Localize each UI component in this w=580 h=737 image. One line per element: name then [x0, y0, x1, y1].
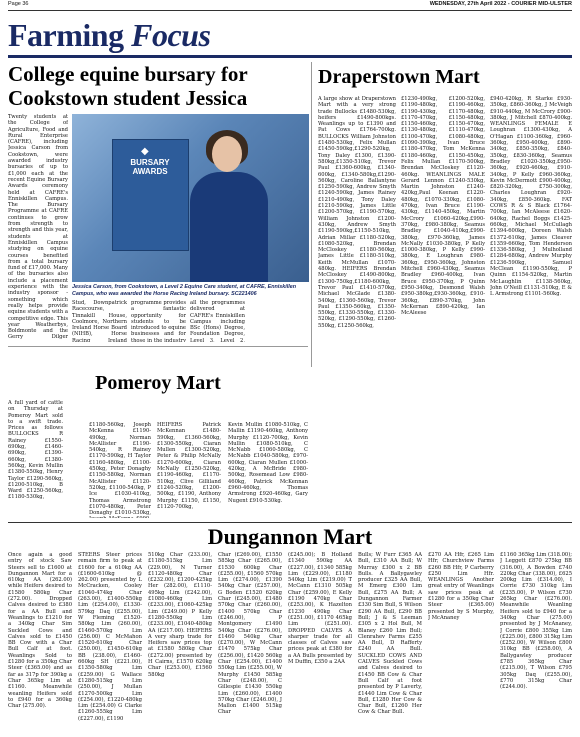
pomeroy-col3-text: HEIFERS Patrick McKennan £1480-590kg, £1360-560kg, £1300-550kg, Ciaran Mullen £1300-520kg, Peter & Philip McNally £1270-600kg, Ciaran McNally £1250-520kg, £1190-460kg, £1170-510kg, Clive Gilliland £1240-520kg, £1200-500kg, £1190, Anthony Murphy £1150, £1150, £1120-700kg, — [157, 422, 221, 510]
lead-column-4 — [190, 300, 245, 342]
lead-headline-wrap — [8, 62, 308, 110]
masthead-farming: Farming — [8, 17, 124, 53]
cafre-logo-icon: ◆ — [141, 146, 149, 157]
dungannon-column-4 — [218, 552, 282, 732]
pomeroy-column-1 — [8, 400, 63, 520]
top-rule — [8, 10, 572, 11]
dungannon-top-rule — [8, 522, 572, 523]
dungannon-column-3 — [148, 552, 212, 732]
pomeroy-column-4 — [228, 422, 308, 518]
pomeroy-column-3 — [157, 422, 221, 518]
bursary-banner — [112, 139, 189, 251]
dungannon-col8-text: £1160 365kg Lim (318.00); J Leggett £870 275kg BB (316.00), A Bowden £740 220kg Char (338.00), £625 200kg Lim (£314.00), I Corrie £730 310kg Lim (£235.00), P Wilson £730 265kg Char (£276.00). Meanwhile Weanling Heifers sold to £940 for a 340kg Char (275.00) presented by J McAnaney, J Corrie £800 355kg Lim (£225.00), £800 315kg Lim (£252.00), W Wilson £800 310kg BB (£258.00), A Ballygawley producer £785 365kg Char (£215.00), T Wilson £795 305kg Daq (£255.00), £770 315kg Char (£244.00). — [500, 552, 572, 691]
pomeroy-column-2 — [89, 422, 151, 518]
dungannon-col7-text: £270 AA Hfr, £265 Lim Hfr; Churchview Farms £260 BB Hfr, P Carberry £250 Lim Hfr. WEANLINGS Another great entry of Weanlings saw prices peak at £1280 for a 350kg Char Steer (£365.00) presented by S Murphy, J McAnaney — [428, 552, 494, 621]
draperstown-headline: Draperstown Mart — [318, 66, 480, 88]
pomeroy-col1-text: A full yard of cattle on Thursday at Pomeroy Mart sold to a swift trade. Prices as follows BULLOCKS R Rainey £1550-690kg, £1460-690kg, £1390-660kg, £1380-560kg, Kevin Mullin £1380-550kg, Henry Taylor £1290-560kg, £1200-510kg, B Ward £1250-560kg, £1180-530kg, — [8, 400, 63, 501]
page-number: Page 36 — [8, 1, 29, 7]
dungannon-column-6 — [358, 552, 422, 732]
banner-title: BURSARY AWARDS — [130, 158, 170, 176]
pomeroy-headline-wrap — [8, 372, 308, 395]
person-head — [212, 136, 242, 172]
lead-col4-text: all the programmes delivered at CAFRE's Enniskillen Campus including BSc (Hons) Degree, Foundation Degree, Level 3, Level 2, — [190, 300, 245, 342]
lead-column-2 — [72, 300, 127, 342]
masthead-focus: Focus — [131, 17, 211, 53]
dungannon-column-5 — [288, 552, 352, 732]
photo-caption: Jessica Carson, from Cookstown, a Level 2 Equine Care student, at CAFRE, Enniskillen Campus, who was awarded the Horse Racing Ireland bursary. SC221406 — [72, 284, 297, 297]
masthead-rule — [8, 55, 572, 58]
lead-col2-text: Stud, Downpatrick Racecourse, Tinnakill House, Coolmore, Northern Ireland Horse Board (NIHB), Horse Racing Ireland — [72, 300, 127, 342]
dateline: WEDNESDAY, 27th April 2022 - COURIER MID-ULSTER — [429, 1, 572, 7]
dungannon-col5-text: (£245.00); B Holland £1340 590kg AA (£227.00), £1340 585kg Lim (£229.00), £1180 540kg Lim (£219.00) T McCann £1310 505kg Char (£259.00), E Kelly £1190 470kg Char (£253.00), K Hazelton £1230 490kg Char (£251.00), £1170 465kg Lim (£251.00). DROPPED CALVES A sharper trade for all classes of Calves saw prices peak at £380 for a AA Bulls presented by M Duffin, £350 a 2AA — [288, 552, 352, 666]
pomeroy-col2-text: £1180-560kg, Joseph McKenna £1190-490kg, Norman McAllister £1190-540kg, R Rainey £1170-590kg, H Taylor £1160-480kg, £1100-450kg, Peter Donaghy £1150-580kg, Norman McAllister £1120-520kg, £1100-540kg, P Ice £1030-410kg, Thomas Armstrong £1070-480kg, Peter Donaghy £1010-530kg, — [89, 422, 151, 517]
column-divider — [311, 62, 312, 367]
draperstown-headline-wrap — [318, 66, 572, 89]
draperstown-col2-text: £1230-490kg, £1200-520kg, £1190-480kg, £1190-460kg, £1190-430kg, £1170-480kg, £1170-470kg, £1150-480kg, £1150-460kg, £1150-470kg, £1130-480kg, £1110-470kg, £1100-470kg, £1080-480kg, £1090-390kg, Ivan Bruce £1180-470kg, Tom McKenna £1180-460kg, £1150-450kg, Felix Mullan £1170-500kg, Brendan McCloskey £1120-460kg. WEANLINGS MALE Gerard Lennon £1240-530kg, Martin Johnston £1240-420kg,Paul Keenan £1220-480kg, £1070-330kg, £1080-470kg, Ivan Bruce £1190-430kg, £1140-450kg, Martin McCrory £1060-420kg,£990-370kg, £980-380kg, Seamus Bradley £1040-410kg,£990-380kg, £970-360kg, James McNally £1030-380kg, P Kelly £1000-380kg, P Kelly £990-380kg, E Loughran £980-360kg, £950-360kg, Johnston Mitchell £960-430kg, Seamus Bradley £960-400kg, Ivan Bruce £950-370kg, P Quinn £950-340kg, Desmond Walsh £950-380kg,£930-360kg, £910-360kg, £890-370kg, John McKernan £890-420kg, Ian McAleese — [401, 96, 485, 317]
draperstown-col1-text: A large show at Draperstown Mart with a very strong trade Bullocks £1480-530kg, heifers £1490-800kgs. Weanlings up to £1390 and Pat Cows £1764-700kg. BULLOCKS William Johnston £1480-530kg, Felix Mullan £1450-590kg,£1290-520kg, Tony Daley £1300, £1390-580kg,£1350-510kg, Trevor Paul £1360-600kg, £1340-600kg, £1340-580kg,£1290-560kg, Caroline Ballantyne £1250-590kg, Andrew Smyth £1240-590kg, James Rainey £1210-490kg, Tony Daley £1210-590kg, James Little £1200-570kg, £1190-570kg, William Johnston £1200-430kg, Andrew Smyth £1190-590kg,£1150-510kg, Adrian Millar £1180-520kg, £1080-520kg, Brendan McCloskey £1180-560kg, James Little £1180-510kg, Keith McMullan £1070-480kg. HEIFERS Brendan McCloskey £1490-800kg, £1300-750kg,£1180-600kg, Trevor Paul £1410-570kg, Michael McGlade £1380-540kg, £1360-560kg, Trevor Paul £1350-560kg, £1350-550kg, £1330-550kg, £1330-520kg, £1290-550kg, £1260-550kg, £1250-560kg, — [318, 96, 396, 329]
pomeroy-headline: Pomeroy Mart — [95, 372, 221, 394]
dungannon-col2-text: STEERS Steer prices remain firm to peak at £1600 for a 610kg AA (£1600-610kg @ 262.00) presented by L McCracken, Cooley £1040-474kg Char (263.00), £1400-550kg Lim (£254.00), £1330-579kg Daq (£255.00), W Fleming £1520-580kg Lim (260.00), £1460-570kg Lim (256.00) C McMahon £1520-610kg Char (250.00), £1450-610kg BB (238.00), £1460-660kg SH (£221.00), £1350-580kg Lim (£259.00) G Wallace £1280-515kg Lim (250.00), J Mullan £1270-500kg Lim (£254.00), £1220-480kg Lim (£254.00) G Clarke £1260-555kg Lim (£227.00), £1190 — [78, 552, 142, 722]
dungannon-col6-text: Bulls; W Furr £365 AA Bull, £310 AA Bull; W Murray £300 x 2 BB Bulls. A Ballygawley producer £325 AA Bull, M Emerg £300 Lim Bull, £275 AA Bull; A Dungannon Farmer £330 Sim Bull, S Wilson £290 AA Bull, £290 BB Bull; J & S Leeman £305 x 2 Hol Bull, M Blaney £260 Lim Bull; Clenrahev Farms £255 AA Bull, D Rafferty £240 AA Bull. SUCKLED COWS AND CALVES Suckled Cows and Calves desired to £1450 BB Cow & Char Bull Calf at foot presented by P Laverty, £1440 Lim Cow & Char Bull, £1280 Her Cow & Char Bull, £1260 Her Cow & Char Bull. — [358, 552, 422, 716]
dungannon-col3-text: 510kg Char (233.00), £1180-515kg Lim (229.00), N Turner £1120-480kg Char (£232.00), £1200-425kg Her (282.00), £1110-495kg Lim (£242.00), £1080-460kg Lim (£233.00), £1060-425kg Lim (£249.00) P Kelly £1280-550kg Lim (£233.00), £1040-480kg AA (£217.00). HEIFERS A very sharp trade for Heifers saw prices top at £1580 580kg Char (£272.00) presented by H Cairns, £1570 620kg Char (£253.00), £1560 580kg — [148, 552, 212, 678]
lead-column-1 — [8, 114, 68, 340]
pomeroy-top-rule — [8, 346, 308, 347]
masthead — [8, 17, 210, 54]
lead-col3-text: programme provides a fantastic opportunity for students to be introduced to equine businesses and for those in the industry — [131, 300, 186, 342]
lead-column-3 — [131, 300, 186, 342]
dungannon-column-1 — [8, 552, 72, 732]
draperstown-col3-text: £940-420kg, R Starke £930-350kg, £860-360kg, J McVeigh £910-440kg, M McCrory £900-380kg, J Mitchell £870-400kg. WEANLINGS FEMALE E Loughran £1300-430kg, A O'Hagan £1100-360kg, £960-360kg, £950-400kg, £890-340kg, £850-350kg, £840-350kg, £830-360kg, Seamus Bradley £1020-350kg,£950-360kg, £920-460kg, £910-340kg, P Kelly £960-360kg, Kevin McDermott £900-400kg, £820-320kg, £750-300kg, Charles Loughran £920-340kg, £850-360kg. FAT COWS R & S Black £1764-700kg, Ian McAleese £1620-640kg, Rachel Boggs £1425-660kg, Michael McCullagh £1394-600kg, Doreen Walsh £1372-610kg, James Cleaver £1359-660kg, Tom Henderson £1336-580kg, J Mulholland £1284-680kg, Andrew Murphy £1236-590kg, Samuel McClean £1190-550kg, P Quinn £1154-520kg, Martin McLaughlin £1138-560kg, John O'Neill £1131-510kg, E & L Armstrong £1101-560kg. — [490, 96, 572, 298]
dungannon-col1-text: Once again a good entry of stock Saw Steers sell to £1600 at Dungannon Mart for a 610kg AA (262.00) while Heifers desired to £1580 580kg Char (272.00). Dropped Calves desired to £380 for a AA Bull and Weanlings to £1210 for a 340kg Char Sim Suckled Cows and Calves sold to £1450 BB Cow with a Char Bull Calf at foot. Weanlings Sold to £1280 for a 350kg Char Steer (£365.00) and as far as 317p for 390kg a Char 365kg Lim at £1160. Meanwhile weanling Heifers sold to £940 for a 360kg Char (275.00). — [8, 552, 72, 710]
lead-headline: College equine bursary for Cookstown student Jessica — [8, 62, 248, 110]
dungannon-column-8 — [500, 552, 572, 732]
dungannon-column-2 — [78, 552, 142, 732]
dungannon-col4-text: Char (£269.00), £1550 585kg Char (£265.00), £1530 600kg Char (£255.00), £1560 570kg Lim (£274.00), £1390 540kg Char (£257.00), G Boden £1520 620kg Char (£245.00), £1480 570kg Char (£260.00), £1400 570kg Char (£246.00), P Montgomery £1490 540kg Char (£276.00), £1460 540kg Char (£270.00), W McCann £1470 575kg Char (£256.00), £1420 560kg Char (£254.00), £1400 550kg Lim (£255.00), W Murphy £1450 585kg Char (£248.00), C Gillespie £1430 550kg Lim (£260.00), £1400 570kg Char (£246.00), J Mallon £1400 515kg Char — [218, 552, 282, 716]
dungannon-column-7 — [428, 552, 494, 732]
dungannon-headline-wrap — [8, 524, 572, 550]
lead-col1-text: Twenty students at the College of Agriculture, Food and Rural Enterprise (CAFRE), including Jessica Carson from Cookstown, were awarded industry bursaries of up to £1,000 each at the recent Equine Bursary Awards ceremony held at CAFRE's Enniskillen Campus. The Bursary Programme at CAFRE continues to grow from strength to strength and this year, students at Enniskillen Campus studying on equine courses benefited from a total bursary fund of £17,000. Many of the bursaries also include a placement experience with the industry sponsor - something which really helps provide equine students with a competitive edge. This year Weatherbys, Boldmonte and the Gerry Dilger — [8, 114, 68, 340]
person-body — [190, 172, 268, 282]
dungannon-headline: Dungannon Mart — [207, 524, 373, 549]
draperstown-column-1 — [318, 96, 396, 536]
pomeroy-col4-text: Kevin Mullin £1080-510kg, C Mallin £1190-460kg, Anthony Murphy £1120-700kg, Kevin Mullin £1080-510kg, C McNabb £1060-580kg, C McNabb £1040-580kg, £970-600kg, Ciaran Mullen £1000-420kg, A McBride £980-500kg, Rosemead Low £980-460kg, Patrick McKennan £960-460kg, Thomas Armstrong £920-460kg, Gary Nugent £910-530kg. — [228, 422, 308, 504]
draperstown-column-2 — [401, 96, 485, 536]
lead-photo — [72, 114, 309, 282]
draperstown-column-3 — [490, 96, 572, 536]
